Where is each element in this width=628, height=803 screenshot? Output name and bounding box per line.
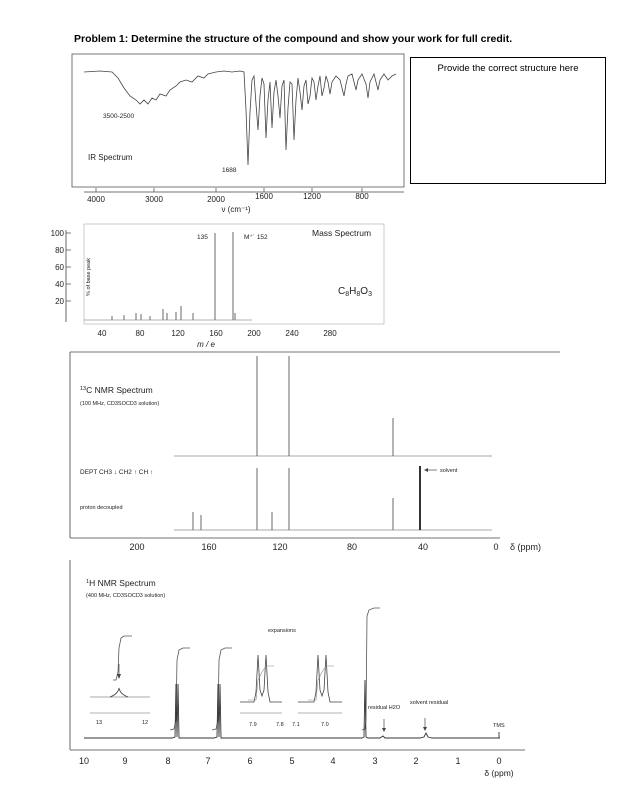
c13-x-tick: 160	[201, 542, 217, 552]
ms-y-tick: 80	[55, 246, 64, 255]
ms-title: Mass Spectrum	[312, 228, 372, 238]
h1-expansion-tick: 7.9	[249, 722, 257, 728]
h1-x-tick: 0	[496, 756, 502, 766]
ms-peaks	[112, 232, 235, 320]
ms-x-tick: 40	[97, 329, 107, 338]
h1-x-tick: 4	[330, 756, 336, 766]
ir-spectrum	[72, 54, 404, 214]
ms-x-tick: 80	[135, 329, 145, 338]
ir-x-tick: 1200	[303, 192, 321, 201]
h1-integration-curve	[212, 648, 232, 730]
h1-x-tick: 5	[289, 756, 295, 766]
c13-x-unit: δ (ppm)	[510, 542, 542, 552]
problem-title: Problem 1: Determine the structure of the compound and show your work for full credit.	[74, 33, 513, 45]
h1-x-tick: 10	[78, 756, 90, 766]
h1-expansion-7-0	[292, 655, 342, 728]
ms-peak-135-label: 135	[197, 234, 208, 241]
answer-box-label: Provide the correct structure here	[437, 63, 579, 74]
ms-y-tick: 40	[55, 280, 64, 289]
h1-inset-tick: 12	[142, 720, 149, 726]
h1-expansions-label: expansions	[268, 628, 296, 634]
ms-y-label: % of base peak	[86, 258, 92, 296]
h1-x-axis	[79, 756, 514, 778]
h1-x-tick: 2	[413, 756, 419, 766]
c13-conditions: (100 MHz, CD3SOCD3 solution)	[80, 401, 160, 407]
h1-inset-cooh	[90, 636, 150, 726]
h1-x-tick: 9	[122, 756, 128, 766]
h1-x-tick: 7	[205, 756, 211, 766]
c13-x-tick: 40	[417, 542, 429, 552]
h1-expansion-7-8	[240, 655, 284, 728]
h1-conditions: (400 MHz, CD3SOCD3 solution)	[86, 593, 166, 599]
c13-dept-label: DEPT CH3 ↓ CH2 ↑ CH ↑	[80, 469, 154, 476]
mass-spectrum	[51, 224, 384, 349]
ms-y-tick: 60	[55, 263, 64, 272]
ms-x-tick: 120	[171, 329, 185, 338]
h1-tms-label: TMS	[493, 723, 505, 729]
ir-x-axis	[84, 188, 404, 214]
ms-x-tick: 280	[323, 329, 337, 338]
ms-x-axis	[98, 329, 338, 349]
h1-x-tick: 3	[372, 756, 378, 766]
c13-proton-decoupled-label: proton decoupled	[80, 505, 123, 511]
ms-formula: $C_8H_8O_3$	[338, 286, 372, 298]
c13-solvent-label: solvent	[440, 468, 458, 474]
ms-x-label: m / e	[197, 340, 215, 349]
ms-y-tick: 20	[55, 297, 64, 306]
h1-nmr	[70, 560, 525, 778]
h1-inset-tick: 13	[96, 720, 103, 726]
h1-expansion-tick: 7.1	[292, 722, 300, 728]
ir-x-tick: 3000	[145, 195, 163, 204]
c13-solvent-arrowhead	[424, 468, 428, 472]
h1-x-tick: 6	[247, 756, 253, 766]
ir-x-tick: 4000	[87, 195, 105, 204]
c13-title: $^{13}$C NMR Spectrum	[80, 385, 153, 395]
ms-y-tick: 100	[50, 229, 64, 238]
h1-title: $^1$H NMR Spectrum	[86, 578, 156, 588]
ir-x-tick: 1600	[255, 192, 273, 201]
ir-x-tick: 2000	[207, 195, 225, 204]
ir-x-tick: 800	[355, 192, 369, 201]
ms-x-tick: 240	[285, 329, 299, 338]
ms-x-tick: 160	[209, 329, 223, 338]
h1-solvent-residual-label: solvent residual	[410, 700, 449, 706]
ir-x-label: ν (cm⁻¹)	[221, 205, 251, 214]
h1-residual-water-arrowhead	[382, 728, 386, 732]
c13-x-axis	[129, 542, 541, 552]
h1-integration-curve	[170, 648, 190, 730]
c13-x-tick: 120	[272, 542, 288, 552]
h1-spectrum-trace	[84, 680, 500, 738]
h1-residual-water-label: residual H2O	[368, 705, 401, 711]
h1-x-tick: 8	[165, 756, 171, 766]
h1-x-unit: δ (ppm)	[484, 768, 514, 778]
ms-molecular-ion-label: M⁺˙ 152	[244, 234, 268, 241]
c13-x-tick: 200	[129, 542, 145, 552]
c13-nmr	[70, 352, 560, 552]
ir-peak-label: 1688	[222, 167, 237, 174]
ir-title: IR Spectrum	[88, 153, 133, 162]
h1-x-tick: 1	[455, 756, 461, 766]
c13-x-tick: 80	[346, 542, 358, 552]
ms-y-axis	[51, 229, 92, 322]
h1-solvent-residual-arrowhead	[423, 727, 427, 731]
h1-expansion-tick: 7.0	[321, 722, 329, 728]
ir-broad-label: 3500-2500	[103, 113, 135, 120]
h1-expansion-tick: 7.8	[276, 722, 284, 728]
c13-solvent-peak	[419, 466, 421, 530]
ms-frame	[84, 224, 384, 324]
ir-frame	[72, 54, 404, 187]
ms-x-tick: 200	[247, 329, 261, 338]
c13-x-tick: 0	[493, 542, 499, 552]
